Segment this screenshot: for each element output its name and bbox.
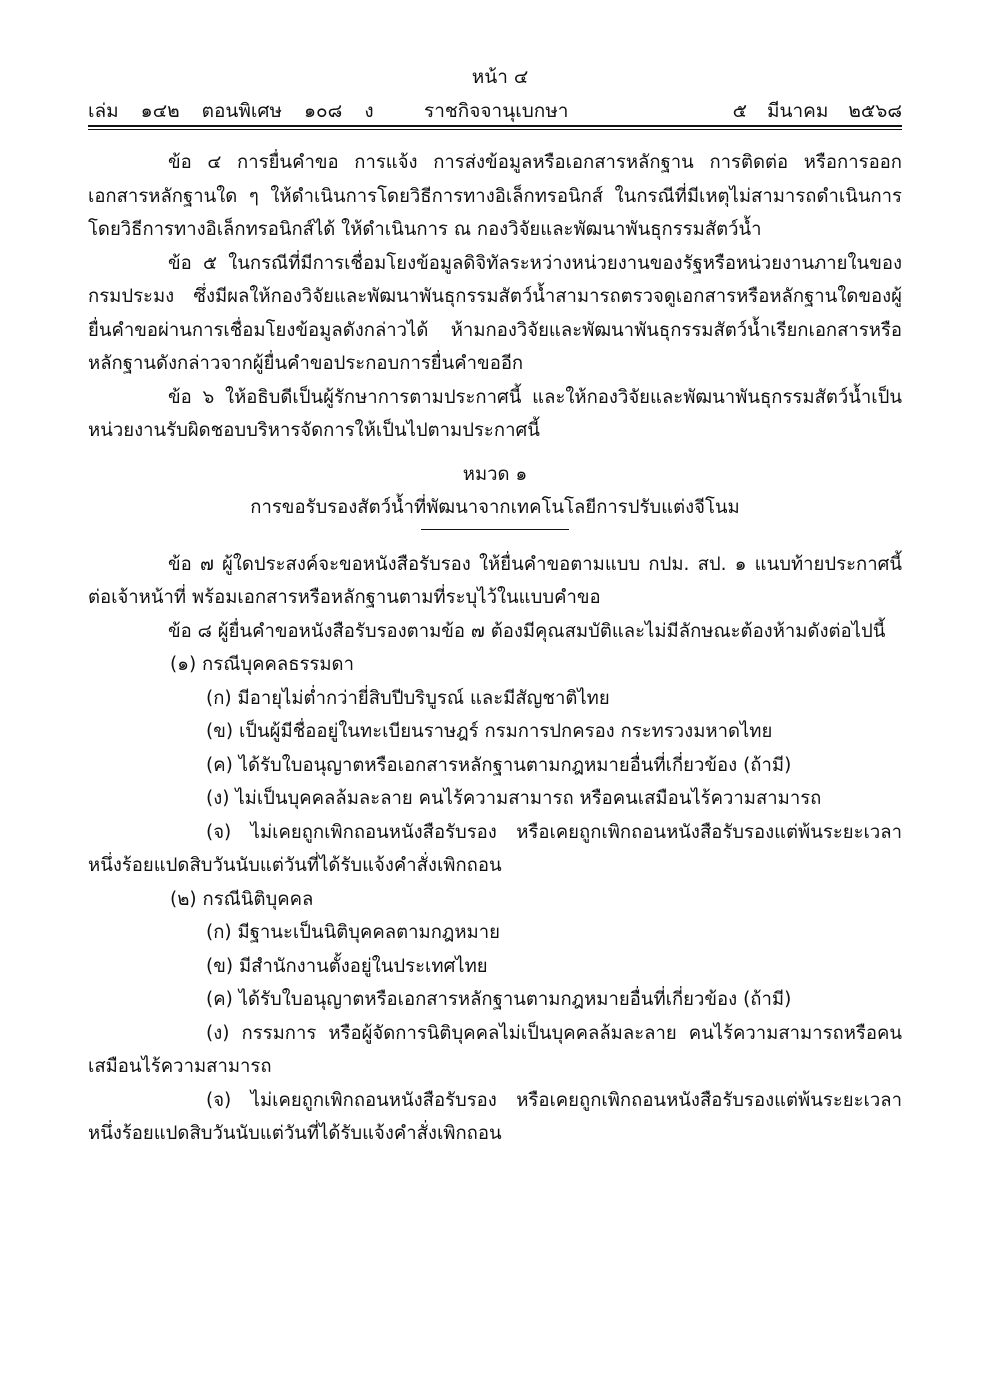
sub-clause-1c: (ค) ได้รับใบอนุญาตหรือเอกสารหลักฐานตามกฎหมายอื่นที่เกี่ยวข้อง (ถ้ามี): [206, 754, 792, 776]
clause-4: ข้อ ๔ การยื่นคำขอ การแจ้ง การส่งข้อมูลหรือเอกสารหลักฐาน การติดต่อ หรือการออกเอกสารหลักฐานใด ๆ ให้ดำเนินการโดยวิธีการทางอิเล็กทรอนิกส์ ในกรณีที่มีเหตุไม่สามารถดำเนินการโดยวิธีการทางอิเล็กทรอนิกส์ได้ ให้ดำเนินการ ณ กองวิจัยและพัฒนาพันธุกรรมสัตว์น้ำ: [88, 152, 902, 240]
header-date: [713, 96, 902, 126]
date-month: มีนาคม: [766, 100, 829, 122]
chapter-divider: [421, 529, 569, 530]
page-number: หน้า ๔: [471, 66, 529, 88]
header-rule: [88, 125, 902, 127]
date-day: ๕: [732, 100, 747, 122]
sub-clause-2d: (ง) กรรมการ หรือผู้จัดการนิติบุคคลไม่เป็นบุคคลล้มละลาย คนไร้ความสามารถหรือคนเสมือนไร้ความสามารถ: [88, 1022, 902, 1077]
sub-clause-2: (๒) กรณีนิติบุคคล: [170, 888, 314, 910]
volume-number: ๑๔๒: [140, 100, 180, 122]
sub-clause-1: (๑) กรณีบุคคลธรรมดา: [170, 654, 354, 675]
date-year: ๒๕๖๘: [848, 100, 902, 122]
sub-clause-2c: (ค) ได้รับใบอนุญาตหรือเอกสารหลักฐานตามกฎหมายอื่นที่เกี่ยวข้อง (ถ้ามี): [206, 989, 792, 1010]
section-letter: ง: [364, 100, 374, 122]
issue-label: ตอนพิเศษ: [201, 100, 282, 122]
chapter-title: การขอรับรองสัตว์น้ำที่พัฒนาจากเทคโนโลยีการปรับแต่งจีโนม: [250, 497, 740, 518]
sub-clause-1e: (จ) ไม่เคยถูกเพิกถอนหนังสือรับรอง หรือเคยถูกเพิกถอนหนังสือรับรองแต่พ้นระยะเวลาหนึ่งร้อยแปดสิบวันนับแต่วันที่ได้รับแจ้งคำสั่งเพิกถอน: [88, 821, 902, 876]
sub-clause-2e: (จ) ไม่เคยถูกเพิกถอนหนังสือรับรอง หรือเคยถูกเพิกถอนหนังสือรับรองแต่พ้นระยะเวลาหนึ่งร้อยแปดสิบวันนับแต่วันที่ได้รับแจ้งคำสั่งเพิกถอน: [88, 1089, 902, 1144]
gazette-header: [88, 96, 902, 124]
gazette-name: ราชกิจจานุเบกษา: [424, 100, 569, 122]
clause-7: ข้อ ๗ ผู้ใดประสงค์จะขอหนังสือรับรอง ให้ยื่นคำขอตามแบบ กปม. สป. ๑ แนบท้ายประกาศนี้ต่อเจ้าหน้าที่ พร้อมเอกสารหรือหลักฐานตามที่ระบุไว้ในแบบคำขอ: [88, 553, 902, 608]
header-rule-thin: [88, 129, 902, 130]
sub-clause-2a: (ก) มีฐานะเป็นนิติบุคคลตามกฎหมาย: [206, 922, 500, 943]
clause-6: ข้อ ๖ ให้อธิบดีเป็นผู้รักษาการตามประกาศนี้ และให้กองวิจัยและพัฒนาพันธุกรรมสัตว์น้ำเป็นหน่วยงานรับผิดชอบบริหารจัดการให้เป็นไปตามประกาศนี้: [88, 386, 902, 441]
sub-clause-1a: (ก) มีอายุไม่ต่ำกว่ายี่สิบปีบริบูรณ์ และมีสัญชาติไทย: [206, 687, 610, 709]
header-left: [88, 96, 396, 126]
chapter-heading: หมวด ๑: [462, 463, 528, 485]
document-body: [88, 146, 902, 1151]
issue-number: ๑๐๘: [303, 100, 343, 122]
volume-label: เล่ม: [88, 100, 119, 122]
clause-5: ข้อ ๕ ในกรณีที่มีการเชื่อมโยงข้อมูลดิจิทัลระหว่างหน่วยงานของรัฐหรือหน่วยงานภายในของกรมประมง ซึ่งมีผลให้กองวิจัยและพัฒนาพันธุกรรมสัตว์น้ำสามารถตรวจดูเอกสารหรือหลักฐานใดของผู้ยื่นคำขอผ่านการเชื่อมโยงข้อมูลดังกล่าวได้ ห้ามกองวิจัยและพัฒนาพันธุกรรมสัตว์น้ำเรียกเอกสารหรือหลักฐานดังกล่าวจากผู้ยื่นคำขอประกอบการยื่นคำขออีก: [88, 252, 902, 374]
sub-clause-2b: (ข) มีสำนักงานตั้งอยู่ในประเทศไทย: [206, 955, 488, 977]
sub-clause-1d: (ง) ไม่เป็นบุคคลล้มละลาย คนไร้ความสามารถ หรือคนเสมือนไร้ความสามารถ: [206, 788, 822, 809]
clause-8: ข้อ ๘ ผู้ยื่นคำขอหนังสือรับรองตามข้อ ๗ ต้องมีคุณสมบัติและไม่มีลักษณะต้องห้ามดังต่อไปนี้: [168, 620, 886, 642]
sub-clause-1b: (ข) เป็นผู้มีชื่ออยู่ในทะเบียนราษฎร์ กรมการปกครอง กระทรวงมหาดไทย: [206, 721, 773, 742]
